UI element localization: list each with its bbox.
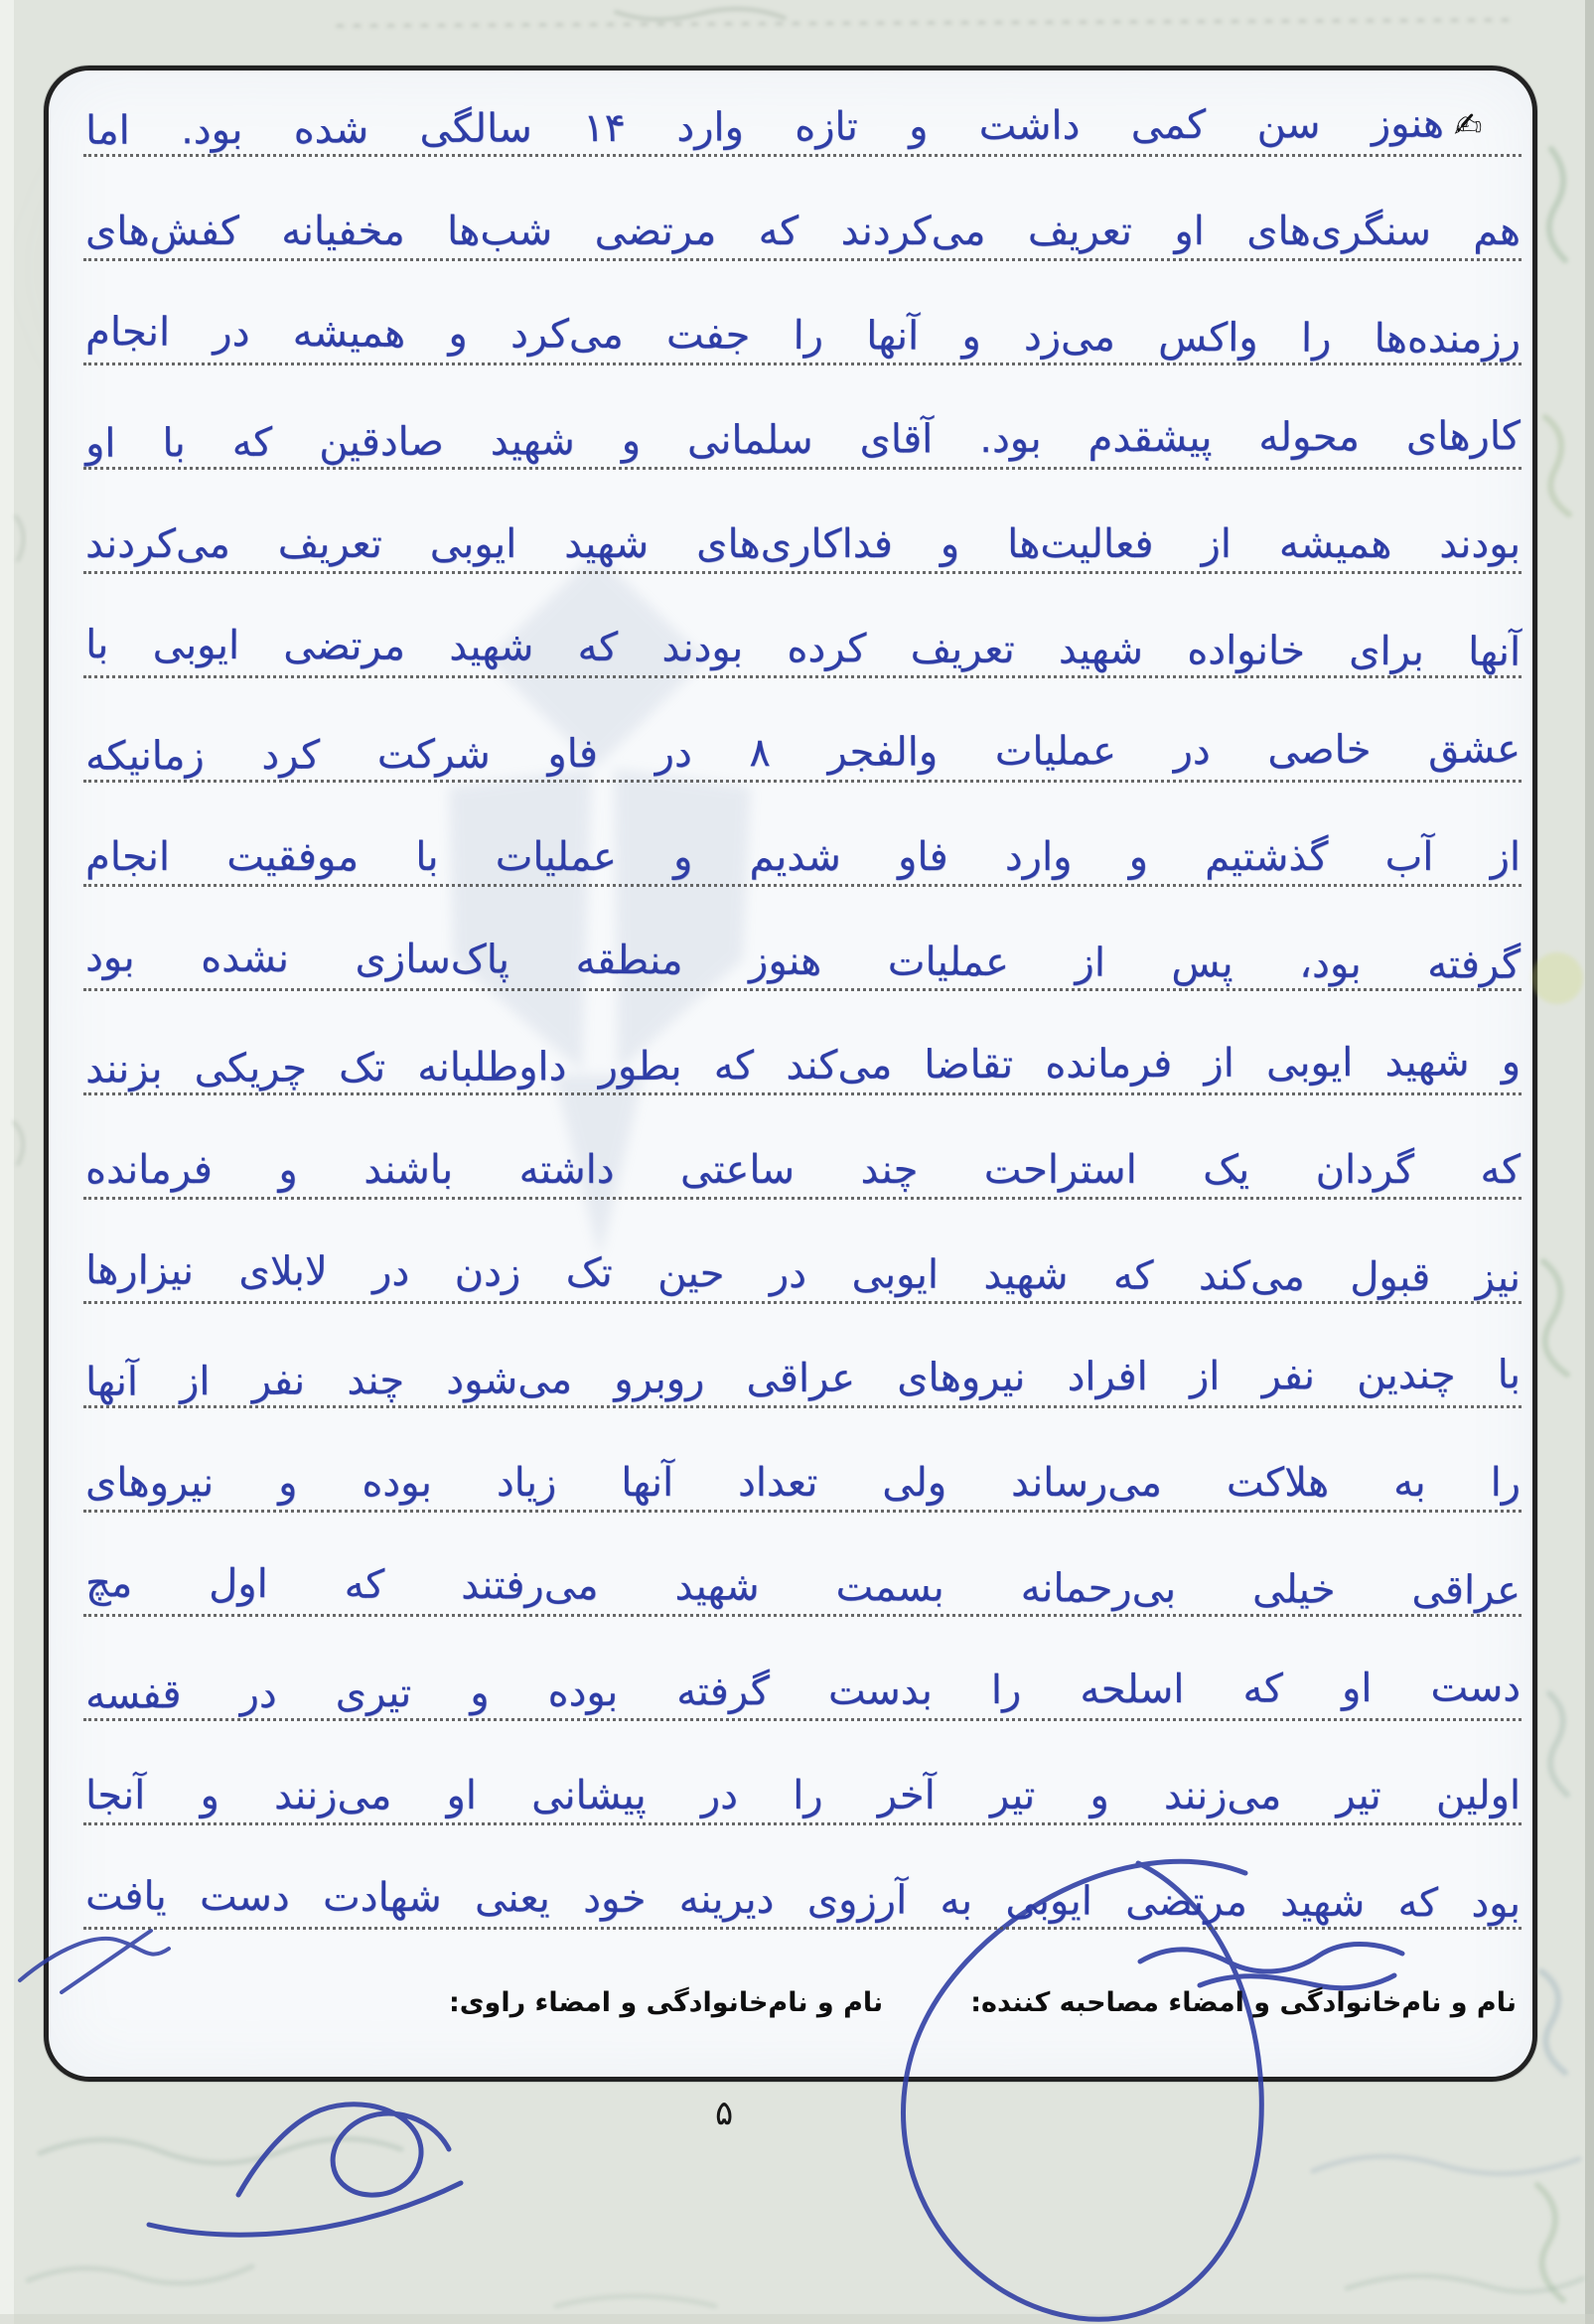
handwritten-line: عشق خاصی در عملیات والفجر ۸ در فاو شرکت کرد زمانیکه (84, 726, 1522, 780)
narrator-signature-label: نام و نام‌خانوادگی و امضاء راوی: (449, 1987, 884, 2018)
bleed-through-right (1531, 149, 1583, 2300)
watermark (449, 554, 751, 1259)
interviewer-signature (904, 1861, 1402, 2319)
bleed-through-left (14, 516, 24, 1164)
handwritten-line: رزمنده‌ها را واکس می‌زد و آنها را جفت می‌کرد و همیشه در انجام (84, 309, 1522, 363)
pen-icon: ✍ (1453, 105, 1522, 146)
handwritten-line: بودند همیشه از فعالیت‌ها و فداکاری‌های شهید ایوبی تعریف می‌کردند (85, 521, 1521, 567)
handwritten-line: از آب گذشتیم و وارد فاو شدیم و عملیات با موفقیت انجام (85, 834, 1521, 880)
page-number: ۵ (715, 2094, 734, 2133)
handwritten-line: دست او که اسلحه را بدست گرفته بوده و تیری در قفسه (84, 1665, 1522, 1718)
bleed-through-top (338, 9, 1518, 26)
handwritten-line: که گردان یک استراحت چند ساعتی داشته باشند و فرمانده (85, 1147, 1521, 1193)
handwritten-line: گرفته بود، پس از عملیات هنوز منطقه پاک‌سازی نشده بود (84, 935, 1522, 988)
handwritten-line: بود که شهید مرتضی ایوبی به آرزوی دیرینه خود یعنی شهادت دست یافت (84, 1873, 1522, 1927)
narrator-signature (149, 2105, 461, 2236)
handwritten-line: با چندین نفر از افراد نیروهای عراقی روبرو می‌شود چند نفر از آنها (84, 1352, 1522, 1405)
handwritten-line: اولین تیر می‌زنند و تیر آخر را در پیشانی او می‌زنند و آنجا (85, 1773, 1521, 1818)
interviewer-signature-label: نام و نام‌خانوادگی و امضاء مصاحبه کننده: (970, 1987, 1517, 2018)
handwritten-line: نیز قبول می‌کند که شهید ایوبی در حین تک زدن در لابلای نیزارها (84, 1247, 1522, 1301)
handwritten-line: آنها برای خانواده شهید تعریف کرده بودند که شهید مرتضی ایوبی با (84, 622, 1522, 675)
handwritten-text: هنوز سن کمی داشت و تازه وارد ۱۴ سالگی شده بود. اما (84, 100, 1445, 154)
handwritten-line: کارهای محوله پیشقدم بود. آقای سلمانی و شهید صادقین که با او (84, 413, 1522, 467)
handwritten-line: عراقی خیلی بی‌رحمانه بسمت شهید می‌رفتند که اول مچ (84, 1560, 1522, 1614)
margin-scribble (20, 1931, 169, 1992)
handwritten-line: و شهید ایوبی از فرمانده تقاضا می‌کند که بطور داوطلبانه تک چریکی بزنند (84, 1039, 1522, 1092)
handwritten-line: را به هلاکت می‌رساند ولی تعداد آنها زیاد بوده و نیروهای (85, 1460, 1521, 1506)
handwritten-line: هم سنگری‌های او تعریف می‌کردند که مرتضی شب‌ها مخفیانه کفش‌های (85, 209, 1521, 254)
